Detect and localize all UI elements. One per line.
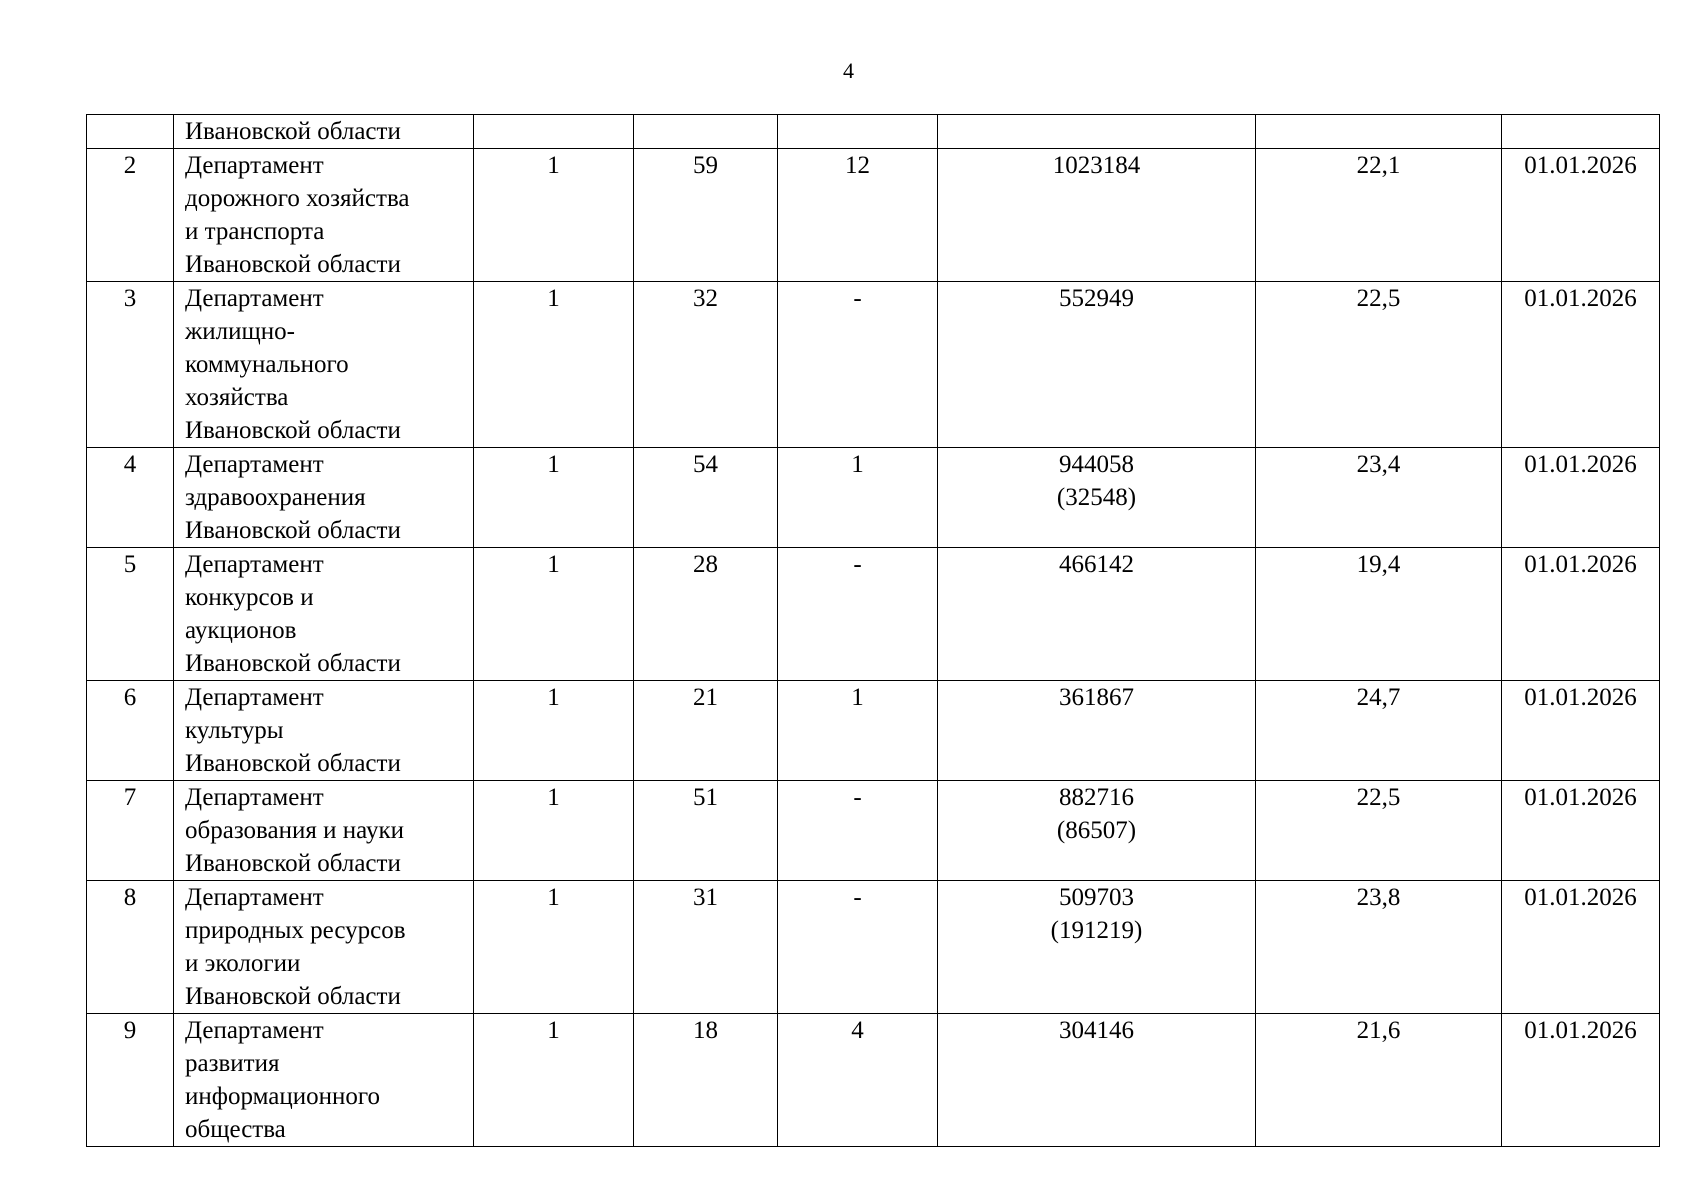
cell-col-b: 32	[634, 282, 778, 448]
table-row	[87, 681, 1660, 781]
cell-num: 2	[87, 149, 174, 282]
name-line: Ивановской области	[185, 517, 401, 544]
cell-col-e: 23,4	[1256, 448, 1502, 548]
name-line: дорожного хозяйства	[185, 185, 410, 212]
cell-col-c: -	[778, 548, 938, 681]
name-line: Ивановской области	[185, 850, 401, 877]
data-table	[86, 114, 1660, 1147]
cell-col-c: -	[778, 881, 938, 1014]
cell-col-e: 23,8	[1256, 881, 1502, 1014]
cell-col-e: 24,7	[1256, 681, 1502, 781]
cell-num: 3	[87, 282, 174, 448]
cell-col-d	[938, 548, 1256, 681]
cell-num: 7	[87, 781, 174, 881]
table-row-continuation	[87, 115, 1660, 149]
cell-col-c	[778, 115, 938, 149]
value-line: (86507)	[1056, 817, 1137, 844]
cell-col-f	[1502, 115, 1660, 149]
cell-num: 8	[87, 881, 174, 1014]
name-line: развития	[185, 1050, 280, 1077]
table-row	[87, 548, 1660, 681]
table-row	[87, 1014, 1660, 1147]
name-line: Ивановской области	[185, 983, 401, 1010]
cell-num: 4	[87, 448, 174, 548]
name-line: Департамент	[185, 152, 324, 179]
name-line: здравоохранения	[185, 484, 366, 511]
cell-name	[174, 881, 474, 1014]
page-number: 4	[843, 58, 854, 83]
cell-col-a: 1	[474, 781, 634, 881]
value-line: 509703	[1059, 884, 1134, 911]
name-line: Ивановской области	[185, 417, 401, 444]
cell-col-a: 1	[474, 282, 634, 448]
cell-name	[174, 282, 474, 448]
name-line: аукционов	[185, 617, 297, 644]
name-line: Департамент	[185, 451, 324, 478]
cell-num	[87, 115, 174, 149]
cell-col-e: 22,5	[1256, 282, 1502, 448]
name-line: Департамент	[185, 285, 324, 312]
cell-col-c: 4	[778, 1014, 938, 1147]
cell-col-f: 01.01.2026	[1502, 149, 1660, 282]
cell-col-b: 18	[634, 1014, 778, 1147]
cell-col-d	[938, 781, 1256, 881]
cell-col-a: 1	[474, 881, 634, 1014]
table-row	[87, 149, 1660, 282]
cell-col-b: 31	[634, 881, 778, 1014]
cell-col-c: -	[778, 282, 938, 448]
cell-num: 6	[87, 681, 174, 781]
cell-col-f: 01.01.2026	[1502, 681, 1660, 781]
cell-name	[174, 448, 474, 548]
table-row	[87, 282, 1660, 448]
cell-name	[174, 115, 474, 149]
name-line: общества	[185, 1116, 286, 1143]
cell-name	[174, 149, 474, 282]
cell-num: 9	[87, 1014, 174, 1147]
cell-col-a	[474, 115, 634, 149]
value-line: 361867	[1059, 684, 1134, 711]
table-row	[87, 881, 1660, 1014]
cell-col-b: 51	[634, 781, 778, 881]
cell-name	[174, 1014, 474, 1147]
cell-col-d	[938, 149, 1256, 282]
name-line: Ивановской области	[185, 650, 401, 677]
cell-name	[174, 681, 474, 781]
cell-col-a: 1	[474, 448, 634, 548]
value-line: 466142	[1059, 551, 1134, 578]
name-line: Департамент	[185, 1017, 324, 1044]
cell-name	[174, 781, 474, 881]
cell-col-c: 12	[778, 149, 938, 282]
cell-col-b: 28	[634, 548, 778, 681]
name-line: и транспорта	[185, 218, 325, 245]
cell-col-d	[938, 681, 1256, 781]
cell-col-b: 54	[634, 448, 778, 548]
name-line: Ивановской области	[185, 118, 401, 145]
name-line: образования и науки	[185, 817, 404, 844]
cell-col-a: 1	[474, 1014, 634, 1147]
cell-col-c: 1	[778, 448, 938, 548]
cell-col-e: 22,1	[1256, 149, 1502, 282]
cell-name	[174, 548, 474, 681]
value-line: 552949	[1059, 285, 1134, 312]
cell-col-a: 1	[474, 548, 634, 681]
table-row	[87, 448, 1660, 548]
cell-col-d	[938, 282, 1256, 448]
name-line: и экологии	[185, 950, 301, 977]
cell-col-f: 01.01.2026	[1502, 781, 1660, 881]
value-line: 304146	[1059, 1017, 1134, 1044]
cell-col-e: 19,4	[1256, 548, 1502, 681]
cell-col-b: 59	[634, 149, 778, 282]
cell-col-b: 21	[634, 681, 778, 781]
table-row	[87, 781, 1660, 881]
name-line: Ивановской области	[185, 251, 401, 278]
name-line: Департамент	[185, 684, 324, 711]
name-line: Департамент	[185, 784, 324, 811]
name-line: жилищно-	[185, 318, 295, 345]
value-line: (191219)	[1050, 917, 1143, 944]
value-line: 1023184	[1052, 152, 1141, 179]
name-line: культуры	[185, 717, 284, 744]
cell-col-d	[938, 448, 1256, 548]
name-line: хозяйства	[185, 384, 289, 411]
cell-col-a: 1	[474, 681, 634, 781]
value-line: 944058	[1059, 451, 1134, 478]
cell-col-e: 22,5	[1256, 781, 1502, 881]
name-line: коммунального	[185, 351, 349, 378]
name-line: Департамент	[185, 551, 324, 578]
name-line: Ивановской области	[185, 750, 401, 777]
cell-col-f: 01.01.2026	[1502, 282, 1660, 448]
cell-col-a: 1	[474, 149, 634, 282]
cell-col-c: -	[778, 781, 938, 881]
cell-col-f: 01.01.2026	[1502, 448, 1660, 548]
name-line: конкурсов и	[185, 584, 314, 611]
cell-col-d	[938, 115, 1256, 149]
cell-col-d	[938, 881, 1256, 1014]
cell-col-d	[938, 1014, 1256, 1147]
cell-num: 5	[87, 548, 174, 681]
cell-col-f: 01.01.2026	[1502, 1014, 1660, 1147]
value-line: (32548)	[1056, 484, 1137, 511]
name-line: информационного	[185, 1083, 380, 1110]
name-line: природных ресурсов	[185, 917, 406, 944]
value-line: 882716	[1059, 784, 1134, 811]
cell-col-c: 1	[778, 681, 938, 781]
cell-col-b	[634, 115, 778, 149]
cell-col-f: 01.01.2026	[1502, 548, 1660, 681]
cell-col-e: 21,6	[1256, 1014, 1502, 1147]
name-line: Департамент	[185, 884, 324, 911]
cell-col-e	[1256, 115, 1502, 149]
cell-col-f: 01.01.2026	[1502, 881, 1660, 1014]
